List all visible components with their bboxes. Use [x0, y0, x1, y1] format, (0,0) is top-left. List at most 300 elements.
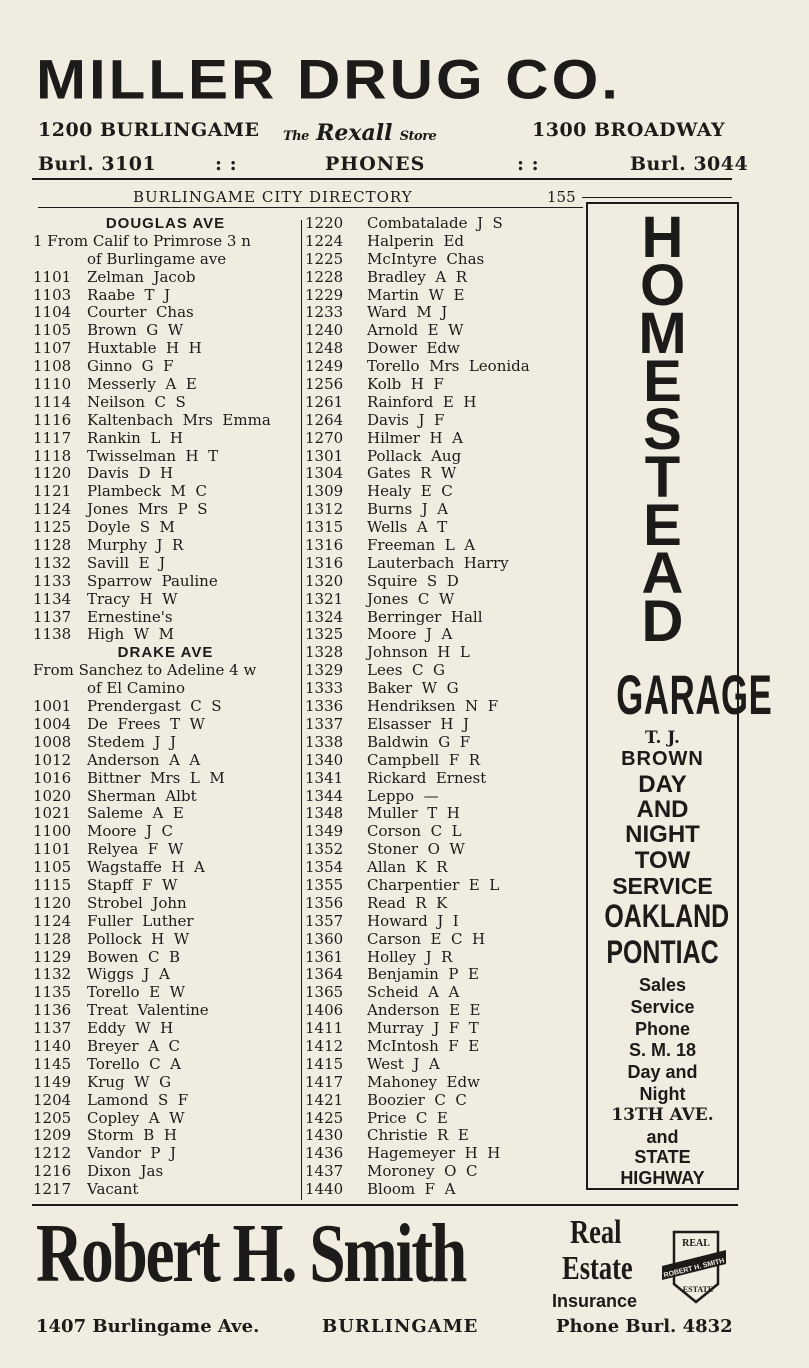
directory-entry: [33, 805, 298, 823]
street-range-note: From Sanchez to Adeline 4 w: [33, 661, 257, 680]
directory-entry: [305, 1110, 583, 1128]
directory-entry: [305, 1127, 583, 1145]
house-number: 1406: [305, 1001, 344, 1020]
directory-entry: [33, 841, 298, 859]
directory-entry: [33, 1020, 298, 1038]
phone-left: Burl. 3101: [38, 153, 157, 175]
resident-name: Murphy J R: [87, 536, 184, 555]
resident-name: Hendriksen N F: [367, 697, 499, 716]
resident-name: Saleme A E: [87, 804, 184, 823]
header-rule: [32, 178, 732, 180]
house-number: 1118: [33, 446, 72, 465]
house-number: 1204: [33, 1090, 72, 1109]
house-number: 1440: [305, 1180, 344, 1199]
resident-name: Holley J R: [367, 947, 453, 966]
house-number: 1205: [33, 1108, 72, 1127]
directory-entry: [305, 1020, 583, 1038]
house-number: 1240: [305, 321, 344, 340]
resident-name: Prendergast C S: [87, 697, 222, 716]
rexall-logo: [283, 120, 436, 146]
directory-entry: [305, 662, 583, 680]
resident-name: Read R K: [367, 893, 448, 912]
resident-name: High W M: [87, 625, 174, 644]
footer-rule: [32, 1204, 738, 1206]
resident-name: Allan K R: [367, 858, 448, 877]
house-number: 1364: [305, 965, 344, 984]
resident-name: Torello E W: [87, 983, 185, 1002]
directory-entry: [33, 698, 298, 716]
resident-name: Moroney O C: [367, 1162, 478, 1181]
house-number: 1145: [33, 1054, 72, 1073]
resident-name: Dower Edw: [367, 339, 460, 358]
real-estate-seal-icon: [660, 1228, 728, 1306]
ad-garage: GARAGE: [616, 663, 773, 726]
rexall-the: The: [283, 129, 309, 144]
house-number: 1101: [33, 267, 72, 286]
resident-name: Moore J C: [87, 822, 174, 841]
house-number: 1357: [305, 911, 344, 930]
street-range-note: 1 From Calif to Primrose 3 n: [33, 231, 251, 250]
ad-tow: TOW: [634, 847, 691, 874]
directory-title: BURLINGAME CITY DIRECTORY: [133, 188, 413, 206]
house-number: 1209: [33, 1126, 72, 1145]
directory-entry: [305, 573, 583, 591]
footer-phone: Phone Burl. 4832: [556, 1316, 733, 1337]
street-range-note: of El Camino: [87, 679, 185, 698]
ad-and: AND: [636, 796, 689, 823]
ad-oakland: OAKLAND: [604, 898, 730, 934]
house-number: 1128: [33, 536, 72, 555]
directory-entry: [305, 483, 583, 501]
house-number: 1217: [33, 1180, 72, 1199]
resident-name: Treat Valentine: [87, 1001, 209, 1020]
house-number: 1120: [33, 464, 72, 483]
resident-name: Healy E C: [367, 482, 453, 501]
house-number: 1140: [33, 1036, 72, 1055]
directory-entry: [33, 770, 298, 788]
house-number: 1132: [33, 965, 72, 984]
house-number: 1356: [305, 893, 344, 912]
directory-entry: [33, 394, 298, 412]
house-number: 1341: [305, 768, 344, 787]
ad-day: DAY: [638, 771, 687, 798]
house-number: 1437: [305, 1162, 344, 1181]
directory-entry: [305, 680, 583, 698]
directory-entry: [33, 304, 298, 322]
homestead-letter: T: [644, 445, 681, 510]
house-number: 1304: [305, 464, 344, 483]
directory-entry: [33, 1127, 298, 1145]
house-number: 1105: [33, 858, 72, 877]
ad-and-2: and: [646, 1127, 679, 1147]
directory-entry: [33, 1038, 298, 1056]
directory-entry: [33, 519, 298, 537]
page-number: 155: [547, 188, 576, 206]
resident-name: Benjamin P E: [367, 965, 479, 984]
house-number: 1415: [305, 1054, 344, 1073]
directory-entry: [305, 430, 583, 448]
resident-name: Ginno G F: [87, 357, 174, 376]
directory-entry: [33, 626, 298, 644]
resident-name: Squire S D: [367, 571, 459, 590]
house-number: 1117: [33, 428, 72, 447]
directory-entry: [33, 591, 298, 609]
directory-entry: [305, 501, 583, 519]
ad-owner-name: BROWN: [621, 748, 704, 770]
resident-name: Moore J A: [367, 625, 453, 644]
street-heading: DOUGLAS AVE: [105, 215, 226, 232]
directory-entry: [33, 966, 298, 984]
resident-name: Lamond S F: [87, 1090, 189, 1109]
directory-entry: [305, 233, 583, 251]
footer-address: 1407 Burlingame Ave.: [36, 1316, 260, 1337]
house-number: 1012: [33, 750, 72, 769]
directory-entry: [305, 1002, 583, 1020]
house-number: 1417: [305, 1072, 344, 1091]
resident-name: Fuller Luther: [87, 911, 194, 930]
resident-name: Lauterbach Harry: [367, 553, 509, 572]
street-heading: DRAKE AVE: [117, 644, 214, 662]
resident-name: Pollock H W: [87, 929, 190, 948]
house-number: 1212: [33, 1144, 72, 1163]
seal-bottom-text: ESTATE: [682, 1285, 714, 1294]
resident-name: Bittner Mrs L M: [87, 768, 225, 787]
resident-name: Vacant: [87, 1180, 139, 1199]
rexall-name: Rexall: [316, 120, 393, 146]
directory-entry: [305, 448, 583, 466]
house-number: 1136: [33, 1001, 72, 1020]
house-number: 1336: [305, 697, 344, 716]
resident-name: Torello Mrs Leonida: [367, 357, 530, 376]
house-number: 1321: [305, 589, 344, 608]
directory-entry: [305, 287, 583, 305]
directory-entry: [305, 1092, 583, 1110]
resident-name: Twisselman H T: [87, 446, 219, 465]
resident-name: Price C E: [367, 1108, 448, 1127]
directory-entry: [33, 340, 298, 358]
house-number: 1100: [33, 822, 72, 841]
resident-name: Wiggs J A: [87, 965, 170, 984]
directory-entry: [33, 573, 298, 591]
directory-entry: [33, 931, 298, 949]
resident-name: Vandor P J: [87, 1144, 177, 1163]
directory-entry: [33, 895, 298, 913]
resident-name: Boozier C C: [367, 1090, 467, 1109]
house-number: 1365: [305, 983, 344, 1002]
street-range-note: of Burlingame ave: [87, 249, 227, 268]
resident-name: Baldwin G F: [367, 732, 471, 751]
house-number: 1114: [33, 392, 72, 411]
directory-entry: [305, 770, 583, 788]
house-number: 1105: [33, 321, 72, 340]
directory-entry: [305, 519, 583, 537]
resident-name: Howard J I: [367, 911, 459, 930]
house-number: 1421: [305, 1090, 344, 1109]
resident-name: McIntyre Chas: [367, 249, 485, 268]
directory-entry: [33, 1092, 298, 1110]
directory-entry: [305, 895, 583, 913]
directory-entry: [305, 931, 583, 949]
directory-entry: [33, 1145, 298, 1163]
resident-name: Christie R E: [367, 1126, 469, 1145]
resident-name: Storm B H: [87, 1126, 177, 1145]
directory-entry: [305, 340, 583, 358]
directory-entry: [33, 537, 298, 555]
house-number: 1312: [305, 500, 344, 519]
directory-entry: [305, 788, 583, 806]
directory-entry: [305, 805, 583, 823]
resident-name: Davis D H: [87, 464, 174, 483]
directory-entry: [305, 304, 583, 322]
resident-name: Anderson A A: [87, 750, 201, 769]
resident-name: Plambeck M C: [87, 482, 207, 501]
company-title: MILLER DRUG CO.: [36, 48, 621, 111]
directory-entry: [33, 412, 298, 430]
resident-name: Murray J F T: [367, 1019, 479, 1038]
house-number: 1248: [305, 339, 344, 358]
footer-city: BURLINGAME: [322, 1316, 479, 1337]
house-number: 1225: [305, 249, 344, 268]
directory-entry: [305, 1056, 583, 1074]
directory-entry: [305, 215, 583, 233]
house-number: 1352: [305, 840, 344, 859]
resident-name: Martin W E: [367, 285, 465, 304]
resident-name: Torello C A: [87, 1054, 181, 1073]
house-number: 1316: [305, 536, 344, 555]
resident-name: Wagstaffe H A: [87, 858, 205, 877]
resident-name: Hagemeyer H H: [367, 1144, 501, 1163]
house-number: 1338: [305, 732, 344, 751]
directory-entry: [33, 1110, 298, 1128]
house-number: 1233: [305, 303, 344, 322]
directory-entry: [33, 609, 298, 627]
house-number: 1348: [305, 804, 344, 823]
resident-name: Courter Chas: [87, 303, 194, 322]
directory-entry: [33, 483, 298, 501]
resident-name: Freeman L A: [367, 536, 476, 555]
house-number: 1125: [33, 518, 72, 537]
resident-name: Doyle S M: [87, 518, 175, 537]
directory-entry: [305, 734, 583, 752]
directory-entry: [305, 609, 583, 627]
resident-name: Carson E C H: [367, 929, 486, 948]
directory-entry: [305, 913, 583, 931]
title-rule-right: [582, 197, 732, 198]
directory-entry: [305, 716, 583, 734]
directory-entry: [33, 788, 298, 806]
house-number: 1329: [305, 661, 344, 680]
resident-name: Halperin Ed: [367, 231, 465, 250]
directory-entry: [33, 1181, 298, 1199]
house-number: 1103: [33, 285, 72, 304]
resident-name: Burns J A: [367, 500, 449, 519]
directory-entry: [305, 859, 583, 877]
ad-day-and: Day and: [627, 1062, 698, 1082]
directory-entry: [305, 626, 583, 644]
homestead-letter: D: [641, 589, 684, 654]
directory-entry: [305, 698, 583, 716]
resident-name: Sherman Albt: [87, 786, 197, 805]
ad-night: NIGHT: [625, 821, 700, 848]
house-number: 1133: [33, 571, 72, 590]
resident-name: Kolb H F: [367, 375, 444, 394]
resident-name: McIntosh F E: [367, 1036, 480, 1055]
resident-name: Rankin L H: [87, 428, 183, 447]
house-number: 1328: [305, 643, 344, 662]
homestead-letter: M: [638, 301, 687, 366]
directory-entry: [33, 752, 298, 770]
directory-entry: [33, 877, 298, 895]
house-number: 1129: [33, 947, 72, 966]
homestead-letter: A: [641, 541, 684, 606]
house-number: 1324: [305, 607, 344, 626]
house-number: 1344: [305, 786, 344, 805]
directory-entry: [33, 716, 298, 734]
resident-name: Stoner O W: [367, 840, 465, 859]
ad-state: STATE: [634, 1147, 691, 1167]
directory-entry: [33, 358, 298, 376]
house-number: 1016: [33, 768, 72, 787]
resident-name: Muller T H: [367, 804, 460, 823]
resident-name: Stedem J J: [87, 732, 176, 751]
house-number: 1137: [33, 1019, 72, 1038]
house-number: 1228: [305, 267, 344, 286]
house-number: 1430: [305, 1126, 344, 1145]
house-number: 1301: [305, 446, 344, 465]
resident-name: Gates R W: [367, 464, 457, 483]
resident-name: Leppo —: [367, 786, 439, 805]
resident-name: Krug W G: [87, 1072, 172, 1091]
house-number: 1264: [305, 410, 344, 429]
resident-name: Zelman Jacob: [87, 267, 196, 286]
house-number: 1229: [305, 285, 344, 304]
ad-service: SERVICE: [612, 873, 713, 899]
house-number: 1021: [33, 804, 72, 823]
right-column-list: [305, 215, 583, 1199]
rexall-store: Store: [399, 129, 437, 144]
resident-name: Messerly A E: [87, 375, 197, 394]
separator-right: : :: [517, 153, 540, 175]
resident-name: Berringer Hall: [367, 607, 483, 626]
directory-entry: [305, 251, 583, 269]
footer-name: Robert H. Smith: [36, 1207, 465, 1300]
ad-service-2: Service: [630, 997, 695, 1017]
resident-name: Hilmer H A: [367, 428, 463, 447]
house-number: 1149: [33, 1072, 72, 1091]
resident-name: Johnson H L: [367, 643, 470, 662]
house-number: 1124: [33, 500, 72, 519]
directory-entry: [305, 394, 583, 412]
homestead-letter: O: [639, 253, 686, 318]
directory-entry: [305, 1145, 583, 1163]
directory-entry: [33, 859, 298, 877]
homestead-garage-ad: [586, 202, 773, 1190]
resident-name: Bloom F A: [367, 1180, 456, 1199]
separator-left: : :: [215, 153, 238, 175]
house-number: 1340: [305, 750, 344, 769]
house-number: 1004: [33, 714, 72, 733]
house-number: 1121: [33, 482, 72, 501]
ad-phone-number: S. M. 18: [628, 1040, 697, 1060]
directory-entry: [33, 1056, 298, 1074]
house-number: 1315: [305, 518, 344, 537]
house-number: 1120: [33, 893, 72, 912]
homestead-letter: H: [641, 205, 684, 270]
resident-name: Brown G W: [87, 321, 184, 340]
resident-name: Arnold E W: [367, 321, 464, 340]
house-number: 1216: [33, 1162, 72, 1181]
house-number: 1104: [33, 303, 72, 322]
directory-entry: [305, 269, 583, 287]
directory-entry: [33, 448, 298, 466]
resident-name: Ernestine's: [87, 607, 173, 626]
house-number: 1128: [33, 929, 72, 948]
house-number: 1325: [305, 625, 344, 644]
house-number: 1256: [305, 375, 344, 394]
directory-entry: [33, 465, 298, 483]
seal-mid-text: ROBERT H. SMITH: [663, 1257, 726, 1280]
directory-entry: [33, 555, 298, 573]
column-divider: [301, 220, 302, 1200]
directory-entry: [305, 358, 583, 376]
directory-entry: [33, 734, 298, 752]
house-number: 1249: [305, 357, 344, 376]
house-number: 1361: [305, 947, 344, 966]
house-number: 1355: [305, 875, 344, 894]
directory-entry: [305, 555, 583, 573]
house-number: 1224: [305, 231, 344, 250]
resident-name: West J A: [367, 1054, 440, 1073]
house-number: 1135: [33, 983, 72, 1002]
ad-night-2: Night: [639, 1084, 686, 1104]
directory-entry: [33, 1002, 298, 1020]
directory-entry: [33, 376, 298, 394]
directory-entry: [305, 877, 583, 895]
resident-name: Wells A T: [367, 518, 448, 537]
directory-entry: [305, 949, 583, 967]
house-number: 1309: [305, 482, 344, 501]
phones-label: PHONES: [325, 153, 426, 175]
house-number: 1349: [305, 822, 344, 841]
directory-entry: [305, 376, 583, 394]
directory-entry: [305, 537, 583, 555]
directory-entry: [33, 1074, 298, 1092]
house-number: 1008: [33, 732, 72, 751]
house-number: 1132: [33, 553, 72, 572]
directory-entry: [33, 1163, 298, 1181]
directory-entry: [305, 644, 583, 662]
resident-name: Charpentier E L: [367, 875, 500, 894]
directory-entry: [33, 823, 298, 841]
resident-name: Rickard Ernest: [367, 768, 487, 787]
directory-entry: [33, 287, 298, 305]
resident-name: Combatalade J S: [367, 214, 503, 232]
resident-name: Baker W G: [367, 679, 459, 698]
directory-entry: [305, 841, 583, 859]
house-number: 1316: [305, 553, 344, 572]
resident-name: Stapff F W: [87, 875, 178, 894]
house-number: 1134: [33, 589, 72, 608]
house-number: 1436: [305, 1144, 344, 1163]
house-number: 1360: [305, 929, 344, 948]
ad-sales: Sales: [638, 975, 687, 995]
house-number: 1337: [305, 714, 344, 733]
house-number: 1270: [305, 428, 344, 447]
directory-entry: [305, 823, 583, 841]
resident-name: Bowen C B: [87, 947, 181, 966]
resident-name: Neilson C S: [87, 392, 186, 411]
directory-entry: [33, 430, 298, 448]
